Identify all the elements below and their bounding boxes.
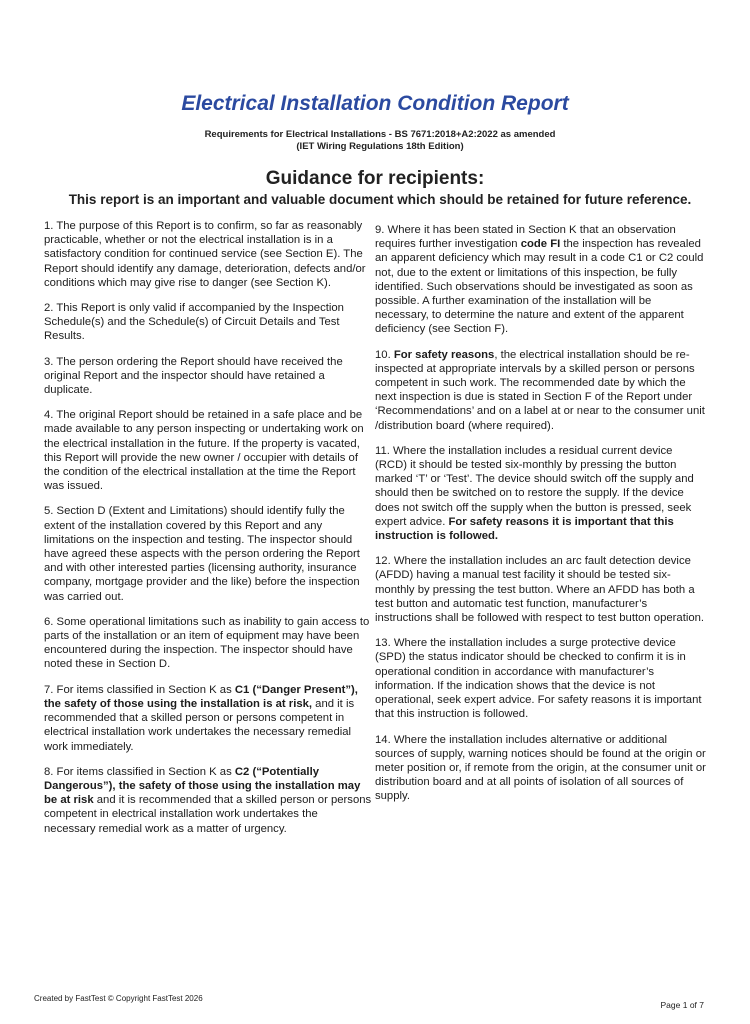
guidance-text-post: and it is recommended that a skilled person or persons competent in electrical installation work undertakes the necessary remedial work as a matter of urgency. [44, 794, 372, 835]
guidance-text-pre: 7. For items classified in Section K as [44, 683, 235, 696]
important-notice: This report is an important and valuable document which should be retained for future reference. [68, 192, 692, 207]
right-guidance-item: 13. Where the installation includes a surge protective device (SPD) the status indicator should be checked to confirm it is in operational condition in accordance with manufacturer’s information. If the indication shows that the device is not operational, seek expert advice. For safety reasons it is important that this instruction is followed. [375, 637, 702, 721]
left-guidance-item: 6. Some operational limitations such as inability to gain access to parts of the installation or an item of equipment may have been encountered during the inspection. The inspector should have noted these in Section D. [44, 615, 370, 671]
right-guidance-item [375, 444, 707, 543]
footer-created-by: Created by FastTest © Copyright FastTest 2026 [34, 994, 203, 1003]
left-guidance-item: 5. Section D (Extent and Limitations) should identify fully the extent of the installation covered by this Report and any limitations on the inspection and testing. The inspector should have agreed these aspects with the person ordering the Report and with other interested parties (licensing authority, insurance company, mortgage provider and the like) before the inspection was carried out. [44, 505, 360, 603]
guidance-text-bold: For safety reasons [393, 348, 495, 361]
guidance-text-post: and it is recommended that a skilled person or persons competent in electrical installation work undertakes the necessary remedial work immediately. [44, 697, 355, 753]
guidance-heading: Guidance for recipients: [265, 168, 485, 189]
report-title: Electrical Installation Condition Report [181, 92, 569, 115]
left-guidance-item: 4. The original Report should be retained in a safe place and be made available to any person inspecting or undertaking work on the electrical installation in the future. If the property is vacated, this Report will provide the new owner / occupier with details of the condition of the electrical installation at the time the Report was issued. [44, 409, 364, 493]
guidance-text-bold: code FI [520, 238, 561, 251]
left-guidance-item [44, 765, 372, 836]
guidance-text-bold: C2 (“Potentially Dangerous”), the safety of those using the installation may be at risk [44, 765, 361, 807]
left-column [44, 219, 372, 847]
guidance-text-pre: 10. [375, 348, 394, 361]
subtitle-line-2: (IET Wiring Regulations 18th Edition) [296, 141, 464, 152]
guidance-text-pre: 8. For items classified in Section K as [44, 765, 235, 778]
left-guidance-item [44, 683, 372, 754]
guidance-text-post: , the electrical installation should be re-inspected at appropriate intervals by a skilled person or persons competent in such work. The recommended date by which the next inspection is due is stated in Section F of the Report under ‘Recommendations’ and on a label at or near to the consumer unit /distribution board (where required). [375, 348, 705, 432]
left-guidance-item: 2. This Report is only valid if accompanied by the Inspection Schedule(s) and the Schedule(s) of Circuit Details and Test Results. [44, 302, 344, 343]
right-guidance-item [375, 348, 707, 433]
guidance-text-bold: C1 (“Danger Present”), the safety of those using the installation is at risk, [44, 683, 358, 710]
guidance-text-bold: For safety reasons it is important that this instruction is followed. [375, 515, 674, 543]
subtitle-line-1: Requirements for Electrical Installations - BS 7671:2018+A2:2022 as amended [204, 129, 556, 140]
guidance-text-pre: 9. Where it has been stated in Section K that an observation requires further investigation [375, 224, 676, 251]
guidance-text-pre: 11. Where the installation includes a residual current device (RCD) it should be tested six-monthly by pressing the button marked ‘T’ or ‘Test’. The device should switch off the supply and should then be switched on to restore the supply. If the device does not switch off the supply when the button is pressed, seek expert advice. [375, 444, 694, 528]
left-guidance-item: 3. The person ordering the Report should have received the original Report and the inspector should have retained a duplicate. [44, 355, 343, 397]
right-guidance-item: 14. Where the installation includes alternative or additional sources of supply, warning notices should be found at the origin or meter position or, if remote from the origin, at the consumer unit or distribution board and at all points of isolation of all sources of supply. [375, 733, 706, 803]
guidance-text-post: the inspection has revealed an apparent deficiency which may result in a code C1 or C2 could not, due to the extent or limitations of this inspection, be fully identified. Such observations should be investigated as soon as possible. A further examination of the installation will be necessary, to determine the nature and extent of the apparent deficiency (see Section F). [375, 238, 704, 336]
left-guidance-item: 1. The purpose of this Report is to confirm, so far as reasonably practicable, whether or not the electrical installation is in a satisfactory condition for continued service (see Section E). The Report should identify any damage, deterioration, defects and/or conditions which may give rise to danger (see Section K). [44, 220, 366, 289]
report-subtitle [120, 129, 640, 153]
page-number: Page 1 of 7 [660, 1000, 704, 1010]
right-column [375, 223, 707, 815]
right-guidance-item [375, 223, 707, 337]
right-guidance-item: 12. Where the installation includes an arc fault detection device (AFDD) having a manual test facility it should be tested six-monthly by pressing the test button. Where an AFDD has both a test button and automatic test function, manufacturer’s instructions shall be followed with respect to test button operation. [375, 555, 705, 625]
